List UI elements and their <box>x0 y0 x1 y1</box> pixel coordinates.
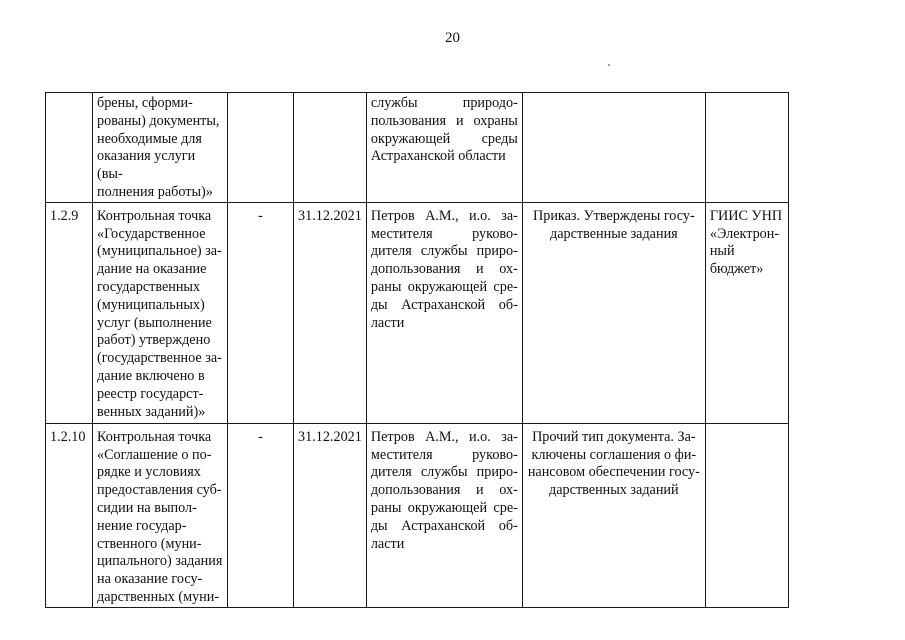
cell-system <box>705 93 788 203</box>
cell-number <box>46 93 93 203</box>
cell-number: 1.2.9 <box>46 202 93 423</box>
cell-end-date <box>294 93 367 203</box>
table-row <box>46 93 789 203</box>
text-line: Астраханской области <box>370 148 506 165</box>
cell-document: Прочий тип документа. За- ключены соглашения о фи- нансовом обеспечении госу- дарственных заданий <box>522 423 705 607</box>
page-number: 20 <box>445 30 460 46</box>
cell-name: брены, сформи- рованы) документы, необходимые для оказания услуги (вы- полнения работы)» <box>93 93 228 203</box>
text-line: ды Астраханской об- <box>370 296 518 313</box>
scan-speck <box>608 64 610 66</box>
cell-start-date: - <box>228 423 294 607</box>
text-line: Петров А.М., и.о. за- <box>370 207 518 224</box>
text-line: допользования и ох- <box>370 482 518 499</box>
cell-end-date: 31.12.2021 <box>294 423 367 607</box>
text-line: Петров А.М., и.о. за- <box>370 428 518 445</box>
text-line: дителя службы приро- <box>370 464 518 481</box>
cell-responsible <box>366 93 522 203</box>
text-line: ласти <box>370 314 405 331</box>
cell-name: Контрольная точка «Государственное (муниципальное) за- дание на оказание государственных (муниципальных) услуг (выполнение работ) утверждено (государственное за- дание включено в реестр государст- венных заданий)» <box>93 202 228 423</box>
cell-responsible <box>366 423 522 607</box>
text-line: раны окружающей сре- <box>370 278 518 295</box>
text-line: пользования и охраны <box>370 112 518 129</box>
cell-start-date <box>228 93 294 203</box>
text-line: ласти <box>370 535 405 552</box>
text-line: ды Астраханской об- <box>370 517 518 534</box>
text-line: местителя руково- <box>370 225 518 242</box>
cell-document: Приказ. Утверждены госу- дарственные задания <box>522 202 705 423</box>
text-line: службы природо- <box>370 95 518 111</box>
cell-responsible <box>366 202 522 423</box>
text-line: допользования и ох- <box>370 261 518 278</box>
table-row <box>46 423 789 607</box>
text-line: окружающей среды <box>370 130 518 147</box>
cell-end-date: 31.12.2021 <box>294 202 367 423</box>
cell-system <box>705 423 788 607</box>
cell-number: 1.2.10 <box>46 423 93 607</box>
text-line: дителя службы приро- <box>370 243 518 260</box>
plan-table <box>45 92 789 608</box>
text-line: раны окружающей сре- <box>370 499 518 516</box>
cell-name: Контрольная точка «Соглашение о по- рядке и условиях предоставления суб- сидии на выпол- нение государ- ственного (муни- ципального) задания на оказание госу- дарственных (муни- <box>93 423 228 607</box>
table-row <box>46 202 789 423</box>
cell-system: ГИИС УНП «Электрон- ный бюджет» <box>705 202 788 423</box>
cell-document <box>522 93 705 203</box>
cell-start-date: - <box>228 202 294 423</box>
text-line: местителя руково- <box>370 446 518 463</box>
